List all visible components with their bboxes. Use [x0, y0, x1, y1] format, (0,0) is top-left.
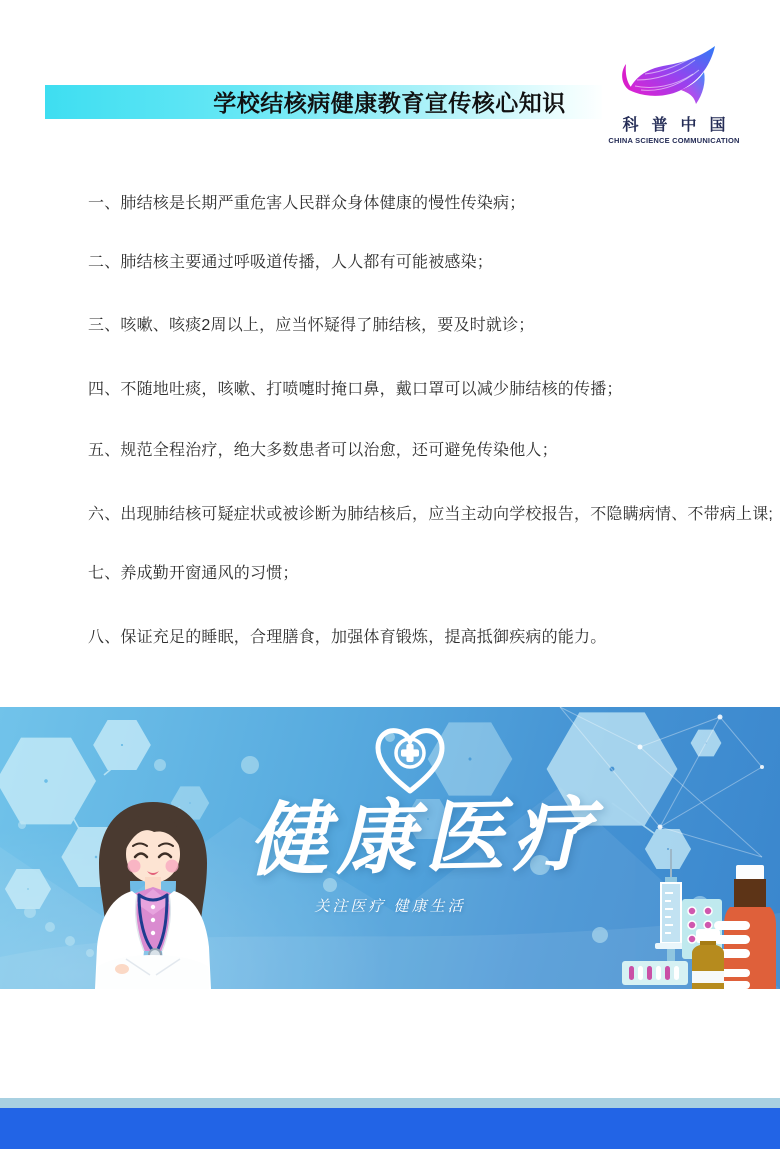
list-item-3: 三、咳嗽、咳痰2周以上，应当怀疑得了肺结核，要及时就诊； [88, 317, 535, 334]
list-item-8: 八、保证充足的睡眠，合理膳食，加强体育锻炼，提高抵御疾病的能力。 [88, 629, 607, 646]
list-item-1: 一、肺结核是长期严重危害人民群众身体健康的慢性传染病； [88, 195, 526, 212]
health-care-banner [0, 707, 780, 989]
page-title: 学校结核病健康教育宣传核心知识 [213, 89, 566, 116]
footer-blue-bar [0, 1108, 780, 1149]
medicine-bottles-illustration [608, 843, 780, 989]
list-item-2: 二、肺结核主要通过呼吸道传播，人人都有可能被感染； [88, 254, 494, 271]
doctor-illustration [66, 799, 241, 989]
title-bar [45, 85, 602, 119]
gradient-swoosh-icon [615, 38, 733, 110]
list-item-5: 五、规范全程治疗，绝大多数患者可以治愈，还可避免传染他人； [88, 442, 558, 459]
banner-subtitle: 关注医疗 健康生活 [314, 898, 466, 915]
banner-title: 健康医疗 [247, 791, 601, 887]
kepu-china-logo [604, 38, 744, 145]
logo-name-en: CHINA SCIENCE COMMUNICATION [608, 136, 740, 145]
list-item-7: 七、养成勤开窗通风的习惯； [88, 565, 299, 582]
footer-light-strip [0, 1098, 780, 1108]
list-item-6: 六、出现肺结核可疑症状或被诊断为肺结核后，应当主动向学校报告，不隐瞒病情、不带病上课; [88, 506, 774, 523]
list-item-4: 四、不随地吐痰，咳嗽、打喷嚏时掩口鼻，戴口罩可以减少肺结核的传播； [88, 381, 623, 398]
logo-name-cn: 科普中国 [622, 117, 739, 134]
